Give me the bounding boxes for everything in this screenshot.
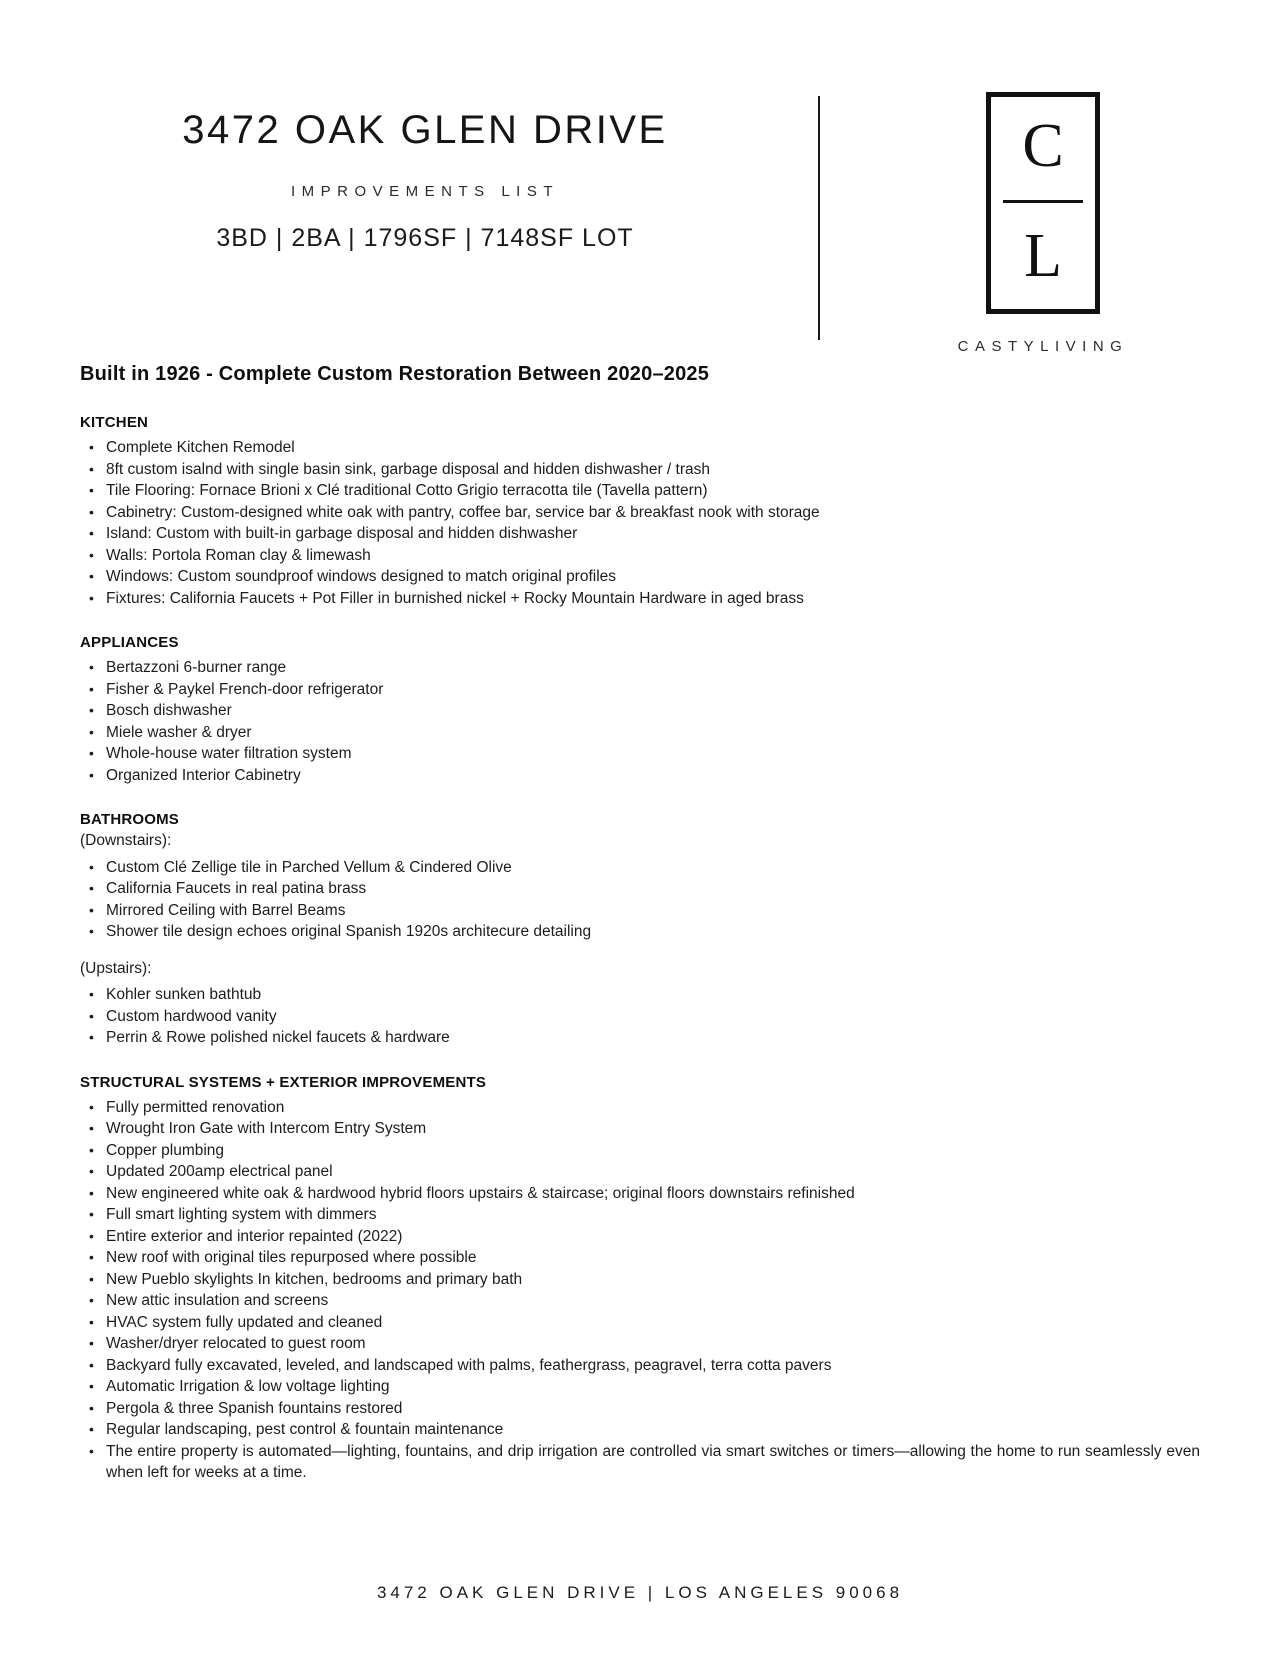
list-item: • California Faucets in real patina brass (80, 878, 1200, 900)
list-item: • 8ft custom isalnd with single basin sink, garbage disposal and hidden dishwasher / trash (80, 459, 1200, 481)
section-bathrooms (80, 810, 1200, 1049)
list-item: • Whole-house water filtration system (80, 743, 1200, 765)
list-item: • Perrin & Rowe polished nickel faucets & hardware (80, 1027, 1200, 1049)
logo-letter-l: L (1024, 222, 1062, 290)
list-item: • Custom Clé Zellige tile in Parched Vellum & Cindered Olive (80, 857, 1200, 879)
bullet-list (80, 657, 1200, 786)
logo-letter-c: C (1022, 112, 1064, 180)
list-item: • Walls: Portola Roman clay & limewash (80, 545, 1200, 567)
list-item: • New attic insulation and screens (80, 1290, 1200, 1312)
list-item: • Fisher & Paykel French-door refrigerator (80, 679, 1200, 701)
logo-divider-rule (1003, 200, 1083, 203)
section-appliances (80, 633, 1200, 786)
bullet-list (80, 857, 1200, 943)
property-address-title: 3472 OAK GLEN DRIVE (182, 108, 668, 152)
list-item: • Updated 200amp electrical panel (80, 1161, 1200, 1183)
subgroup-label: (Upstairs): (80, 959, 152, 977)
document-subtitle: IMPROVEMENTS LIST (290, 183, 560, 200)
sections (80, 413, 1200, 1484)
section-heading: APPLIANCES (80, 634, 179, 651)
list-item: • Complete Kitchen Remodel (80, 437, 1200, 459)
list-item: • New Pueblo skylights In kitchen, bedrooms and primary bath (80, 1269, 1200, 1291)
list-item: • Copper plumbing (80, 1140, 1200, 1162)
list-item: • Bosch dishwasher (80, 700, 1200, 722)
brand-logo-monogram (986, 92, 1100, 314)
header-divider (818, 96, 820, 340)
list-item: • Custom hardwood vanity (80, 1006, 1200, 1028)
list-item: • Pergola & three Spanish fountains restored (80, 1398, 1200, 1420)
list-item: • Entire exterior and interior repainted (2022) (80, 1226, 1200, 1248)
section-heading: BATHROOMS (80, 811, 180, 828)
list-item: • Bertazzoni 6-burner range (80, 657, 1200, 679)
section-kitchen (80, 413, 1200, 609)
brand-name: CASTYLIVING (957, 338, 1129, 355)
footer-address: 3472 OAK GLEN DRIVE | LOS ANGELES 90068 (376, 1583, 904, 1602)
list-item: • The entire property is automated—lighting, fountains, and drip irrigation are controlled via smart switches or timers—allowing the home to run seamlessly even when left for weeks at a time. (80, 1441, 1200, 1484)
list-item: • Wrought Iron Gate with Intercom Entry System (80, 1118, 1200, 1140)
property-header (80, 108, 770, 253)
list-item: • Fixtures: California Faucets + Pot Filler in burnished nickel + Rocky Mountain Hardware in aged brass (80, 588, 1200, 610)
list-item: • New roof with original tiles repurposed where possible (80, 1247, 1200, 1269)
list-item: • Tile Flooring: Fornace Brioni x Clé traditional Cotto Grigio terracotta tile (Tavella pattern) (80, 480, 1200, 502)
list-item: • New engineered white oak & hardwood hybrid floors upstairs & staircase; original floors downstairs refinished (80, 1183, 1200, 1205)
page-title: Built in 1926 - Complete Custom Restoration Between 2020–2025 (80, 363, 710, 385)
list-item: • Windows: Custom soundproof windows designed to match original profiles (80, 566, 1200, 588)
property-specs: 3BD | 2BA | 1796SF | 7148SF LOT (216, 224, 634, 252)
list-item: • Washer/dryer relocated to guest room (80, 1333, 1200, 1355)
list-item: • Regular landscaping, pest control & fountain maintenance (80, 1419, 1200, 1441)
subgroup-label: (Downstairs): (80, 832, 172, 849)
list-item: • Island: Custom with built-in garbage disposal and hidden dishwasher (80, 523, 1200, 545)
section-structural-systems-exterior-improvements (80, 1073, 1200, 1484)
list-item: • Automatic Irrigation & low voltage lighting (80, 1376, 1200, 1398)
list-item: • Kohler sunken bathtub (80, 984, 1200, 1006)
section-heading: STRUCTURAL SYSTEMS + EXTERIOR IMPROVEMENTS (80, 1073, 487, 1091)
section-heading: KITCHEN (80, 414, 149, 431)
bullet-list (80, 984, 1200, 1049)
list-item: • Shower tile design echoes original Spanish 1920s architecure detailing (80, 921, 1200, 943)
list-item: • Backyard fully excavated, leveled, and landscaped with palms, feathergrass, peagravel, terra cotta pavers (80, 1355, 1200, 1377)
list-item: • Organized Interior Cabinetry (80, 765, 1200, 787)
bullet-list (80, 1097, 1200, 1484)
document-header (0, 0, 1280, 362)
list-item: • Cabinetry: Custom-designed white oak with pantry, coffee bar, service bar & breakfast nook with storage (80, 502, 1200, 524)
list-item: • Mirrored Ceiling with Barrel Beams (80, 900, 1200, 922)
list-item: • Full smart lighting system with dimmers (80, 1204, 1200, 1226)
list-item: • Miele washer & dryer (80, 722, 1200, 744)
list-item: • Fully permitted renovation (80, 1097, 1200, 1119)
document-body (80, 362, 1200, 1484)
bullet-list (80, 437, 1200, 609)
list-item: • HVAC system fully updated and cleaned (80, 1312, 1200, 1334)
